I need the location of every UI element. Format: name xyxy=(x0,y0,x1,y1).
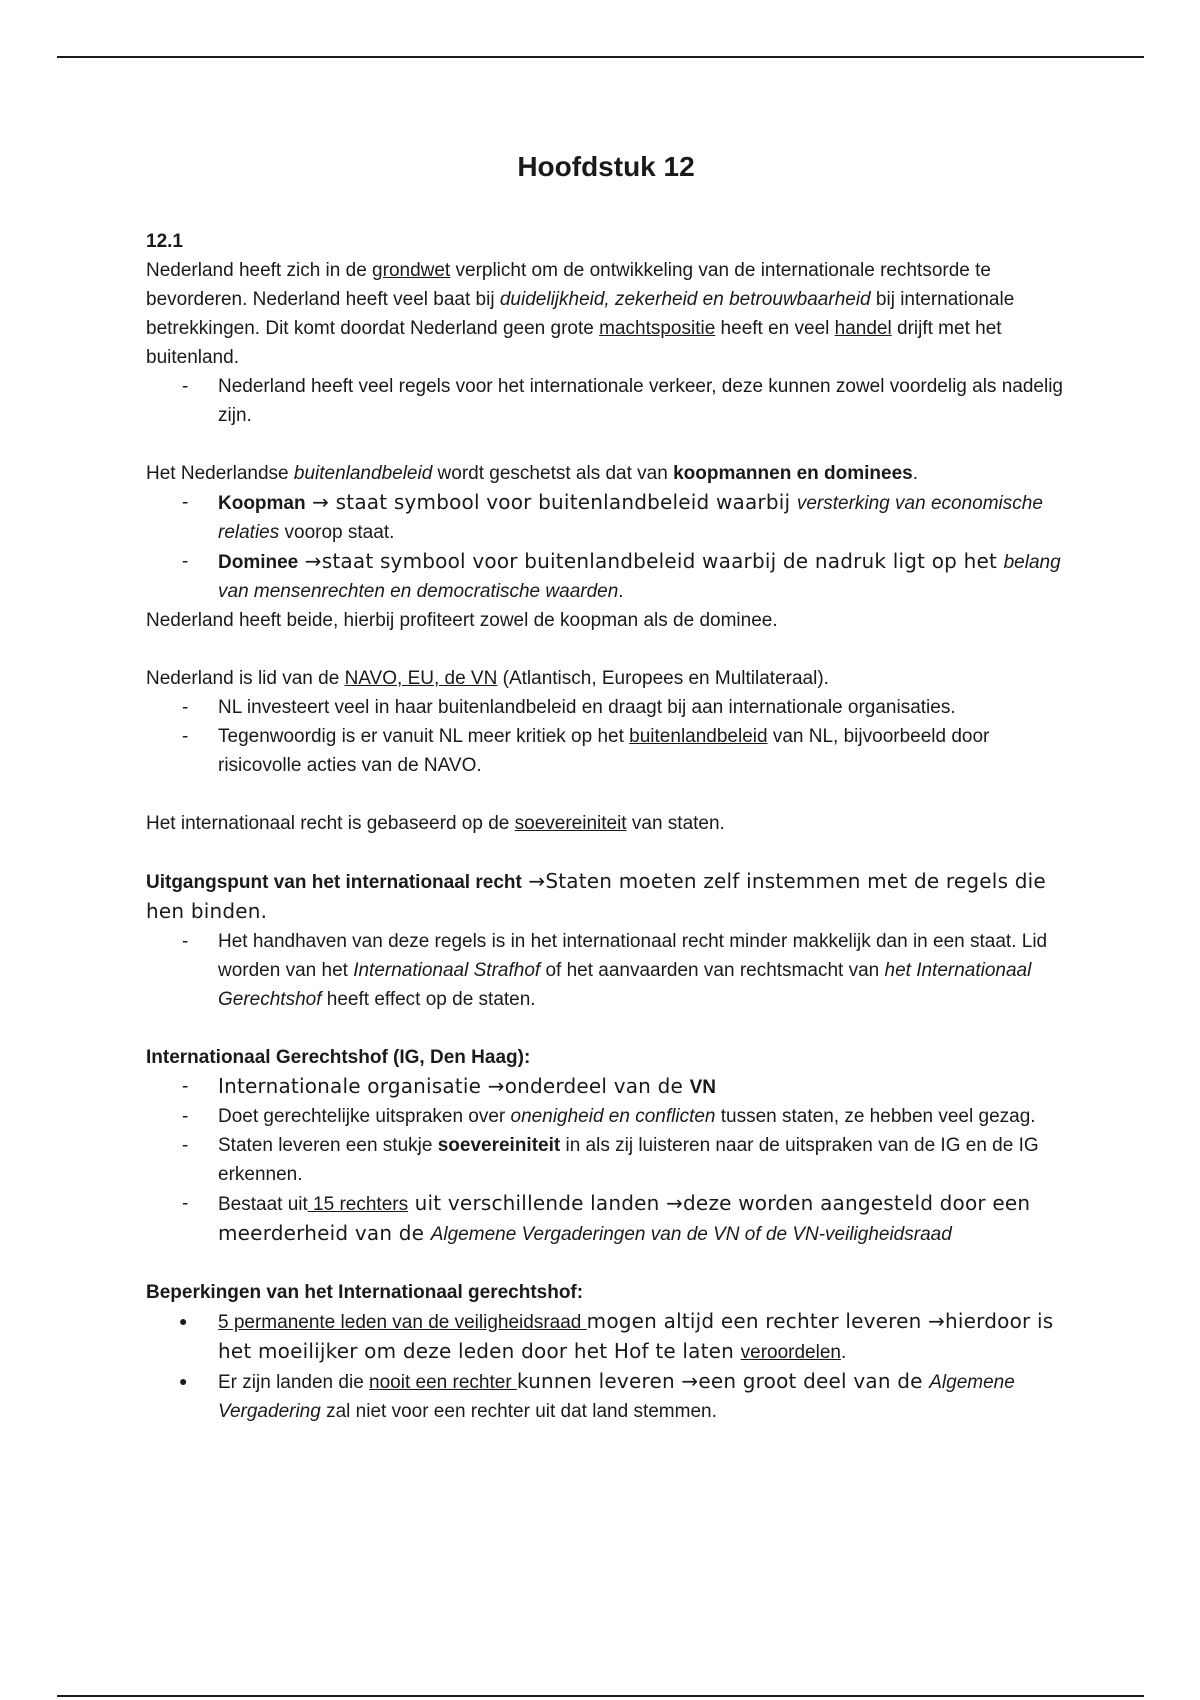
list-item: - Nederland heeft veel regels voor het internationale verkeer, deze kunnen zowel voordelig als nadelig zijn. xyxy=(146,372,1066,430)
beleid-paragraph: Het Nederlandse buitenlandbeleid wordt geschetst als dat van koopmannen en dominees. xyxy=(146,463,919,484)
uitgangspunt-paragraph: Uitgangspunt van het internationaal recht →Staten moeten zelf instemmen met de regels die hen binden. xyxy=(146,869,1046,923)
ig-heading: Internationaal Gerechtshof (IG, Den Haag): xyxy=(146,1047,531,1068)
ig-list xyxy=(146,1072,1066,1249)
bottom-rule xyxy=(57,1695,1144,1697)
intro-paragraph: Nederland heeft zich in de grondwet verplicht om de ontwikkeling van de internationale rechtsorde te bevorderen. Nederland heeft veel baat bij duidelijkheid, zekerheid en betrouwbaarheid bij internationale betrekkingen. Dit komt doordat Nederland geen grote machtspositie heeft en veel handel drijft met het buitenland. xyxy=(146,260,1015,368)
beleid-list xyxy=(146,488,1066,606)
beperkingen-list xyxy=(146,1307,1066,1426)
list-item: - Het handhaven van deze regels is in het internationaal recht minder makkelijk dan in een staat. Lid worden van het Internationaal Strafhof of het aanvaarden van rechtsmacht van het Internationaal Gerechtshof heeft effect op de staten. xyxy=(146,927,1066,1014)
lid-list xyxy=(146,693,1066,780)
page-title: Hoofdstuk 12 xyxy=(517,151,695,182)
list-item: ● 5 permanente leden van de veiligheidsraad mogen altijd een rechter leveren →hierdoor is het moeilijker om deze leden door het Hof te laten veroordelen. xyxy=(146,1307,1066,1367)
document-page xyxy=(146,150,1066,1426)
uitgangspunt-list xyxy=(146,927,1066,1014)
recht-paragraph: Het internationaal recht is gebaseerd op de soevereiniteit van staten. xyxy=(146,813,725,834)
list-item-dominee: - Dominee →staat symbool voor buitenlandbeleid waarbij de nadruk ligt op het belang van mensenrechten en democratische waarden. xyxy=(146,547,1066,606)
list-item: - Bestaat uit 15 rechters uit verschillende landen →deze worden aangesteld door een meerderheid van de Algemene Vergaderingen van de VN of de VN-veiligheidsraad xyxy=(146,1189,1066,1249)
list-item: - Tegenwoordig is er vanuit NL meer kritiek op het buitenlandbeleid van NL, bijvoorbeeld door risicovolle acties van de NAVO. xyxy=(146,722,1066,780)
list-item: - Doet gerechtelijke uitspraken over onenigheid en conflicten tussen staten, ze hebben veel gezag. xyxy=(146,1102,1066,1131)
lid-paragraph: Nederland is lid van de NAVO, EU, de VN (Atlantisch, Europees en Multilateraal). xyxy=(146,668,829,689)
list-item: ● Er zijn landen die nooit een rechter kunnen leveren →een groot deel van de Algemene Vergadering zal niet voor een rechter uit dat land stemmen. xyxy=(146,1367,1066,1426)
list-item: - Staten leveren een stukje soevereiniteit in als zij luisteren naar de uitspraken van de IG en de IG erkennen. xyxy=(146,1131,1066,1189)
beleid-summary: Nederland heeft beide, hierbij profiteert zowel de koopman als de dominee. xyxy=(146,610,778,631)
intro-list xyxy=(146,372,1066,430)
list-item: - Internationale organisatie →onderdeel van de VN xyxy=(146,1072,1066,1102)
section-number: 12.1 xyxy=(146,231,183,252)
list-item-koopman: - Koopman → staat symbool voor buitenlandbeleid waarbij versterking van economische relaties voorop staat. xyxy=(146,488,1066,547)
top-rule xyxy=(57,56,1144,58)
list-item: - NL investeert veel in haar buitenlandbeleid en draagt bij aan internationale organisaties. xyxy=(146,693,1066,722)
beperkingen-heading: Beperkingen van het Internationaal gerechtshof: xyxy=(146,1282,584,1303)
